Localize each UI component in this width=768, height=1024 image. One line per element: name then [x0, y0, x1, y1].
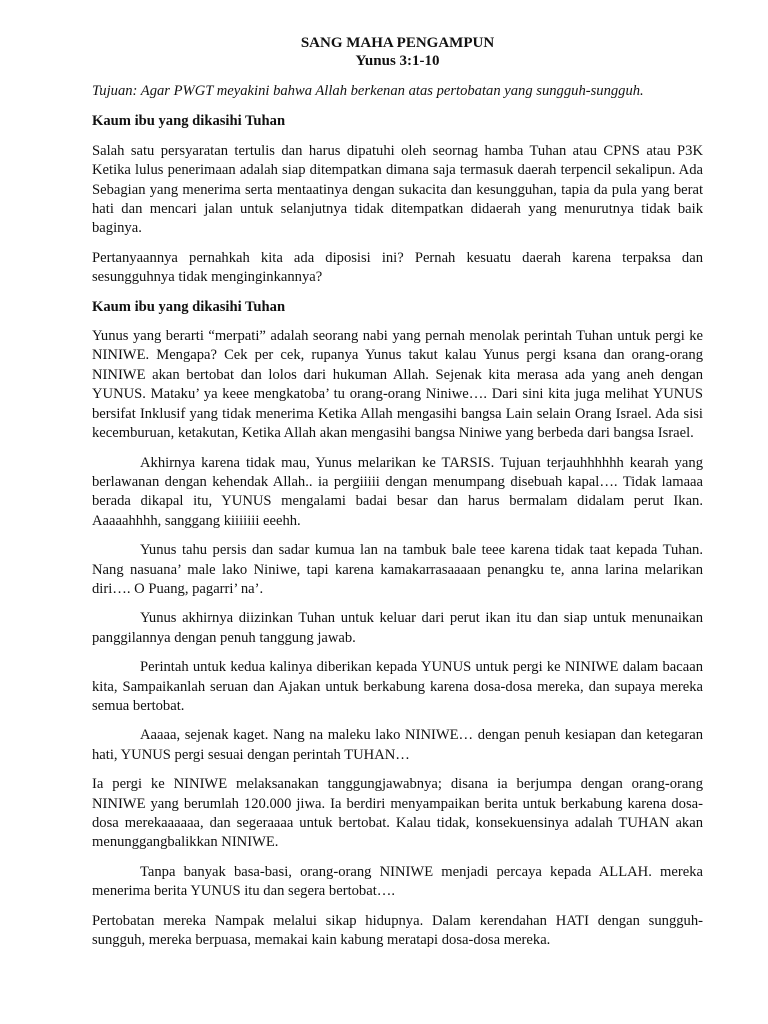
- paragraph-6: Yunus akhirnya diizinkan Tuhan untuk keluar dari perut ikan itu dan siap untuk menunaikan panggilannya dengan penuh tanggung jawab.: [92, 610, 703, 646]
- purpose-statement: Tujuan: Agar PWGT meyakini bahwa Allah berkenan atas pertobatan yang sungguh-sungguh.: [92, 83, 644, 99]
- paragraph-2: Pertanyaannya pernahkah kita ada diposisi ini? Pernah kesuatu daerah karena terpaksa dan sesungguhnya tidak menginginkannya?: [92, 249, 703, 286]
- paragraph-9: Ia pergi ke NINIWE melaksanakan tanggungjawabnya; disana ia berjumpa dengan orang-orang NINIWE yang berumlah 120.000 jiwa. Ia berdiri menyampaikan berita untuk berkabung karena dosa-dosa merekaaaaaa, dan segeraaaa untuk bertobat. Kalau tidak, konsekuensinya adalah TUHAN akan menunggangbalikkan NINIWE.: [92, 776, 703, 851]
- paragraph-1: Salah satu persyaratan tertulis dan harus dipatuhi oleh seornag hamba Tuhan atau CPNS atau P3K Ketika lulus penerimaan adalah siap ditempatkan dimana saja termasuk daerah terpencil sekalipun. Ada Sebagian yang menerima serta mentaatinya dengan sukacita dan kesungguhan, tapia da pula yang berat hati dan mencari jalan untuk selanjutnya tidak ditempatkan didaerah yang menurutnya tidak baik baginya.: [92, 142, 703, 237]
- paragraph-7: Perintah untuk kedua kalinya diberikan kepada YUNUS untuk pergi ke NINIWE dalam bacaan kita, Sampaikanlah seruan dan Ajakan untuk berkabung karena dosa-dosa mereka, dan supaya mereka semua bertobat.: [92, 659, 703, 714]
- section-heading-2: Kaum ibu yang dikasihi Tuhan: [92, 298, 286, 315]
- paragraph-5: Yunus tahu persis dan sadar kumua lan na tambuk bale teee karena tidak taat kepada Tuhan. Nang nasuana’ male lako Niniwe, tapi karena kamakarrasaaaan penangku te, anna larina melarikan diri…. O Puang, pagarri’ na’.: [92, 542, 703, 597]
- paragraph-11: Pertobatan mereka Nampak melalui sikap hidupnya. Dalam kerendahan HATI dengan sungguh-sungguh, mereka berpuasa, memakai kain kabung meratapi dosa-dosa mereka.: [92, 912, 703, 949]
- document-subtitle: Yunus 3:1-10: [355, 53, 440, 69]
- paragraph-8: Aaaaa, sejenak kaget. Nang na maleku lako NINIWE… dengan penuh kesiapan dan ketegaran hati, YUNUS pergi sesuai dengan perintah TUHAN…: [92, 727, 703, 763]
- paragraph-10: Tanpa banyak basa-basi, orang-orang NINIWE menjadi percaya kepada ALLAH. mereka menerima berita YUNUS itu dan segera bertobat….: [92, 863, 703, 900]
- paragraph-4: Akhirnya karena tidak mau, Yunus melarikan ke TARSIS. Tujuan terjauhhhhhh kearah yang berlawanan dengan kehendak Allah.. ia pergiiiii dengan menumpang disebuah kapal…. Tidak lamaaa berada dikapal itu, YUNUS mengalami badai besar dan harus bermalam didalam perut Ikan. Aaaaahhhh, sanggang kiiiiiii eeehh.: [92, 454, 703, 529]
- paragraph-3: Yunus yang berarti “merpati” adalah seorang nabi yang pernah menolak perintah Tuhan untuk pergi ke NINIWE. Mengapa? Cek per cek, rupanya Yunus takut kalau Yunus pergi ksana dan orang-orang NINIWE akan bertobat dan lolos dari hukuman Allah. Sejenak kita merasa ada yang aneh dengan YUNUS. Mataku’ ya keee mengkatoba’ tu orang-orang Niniwe…. Dari sini kita juga melihat YUNUS bersifat Inklusif yang tidak menerima Ketika Allah mengasihi bangsa Lain selain Orang Israel. Ada sisi kecemburuan, ketakutan, Ketika Allah akan mengasihi bangsa Niniwe yang berbeda dari bangsa Israel.: [92, 328, 703, 442]
- section-heading-1: Kaum ibu yang dikasihi Tuhan: [92, 113, 286, 130]
- document-title: SANG MAHA PENGAMPUN: [300, 35, 495, 51]
